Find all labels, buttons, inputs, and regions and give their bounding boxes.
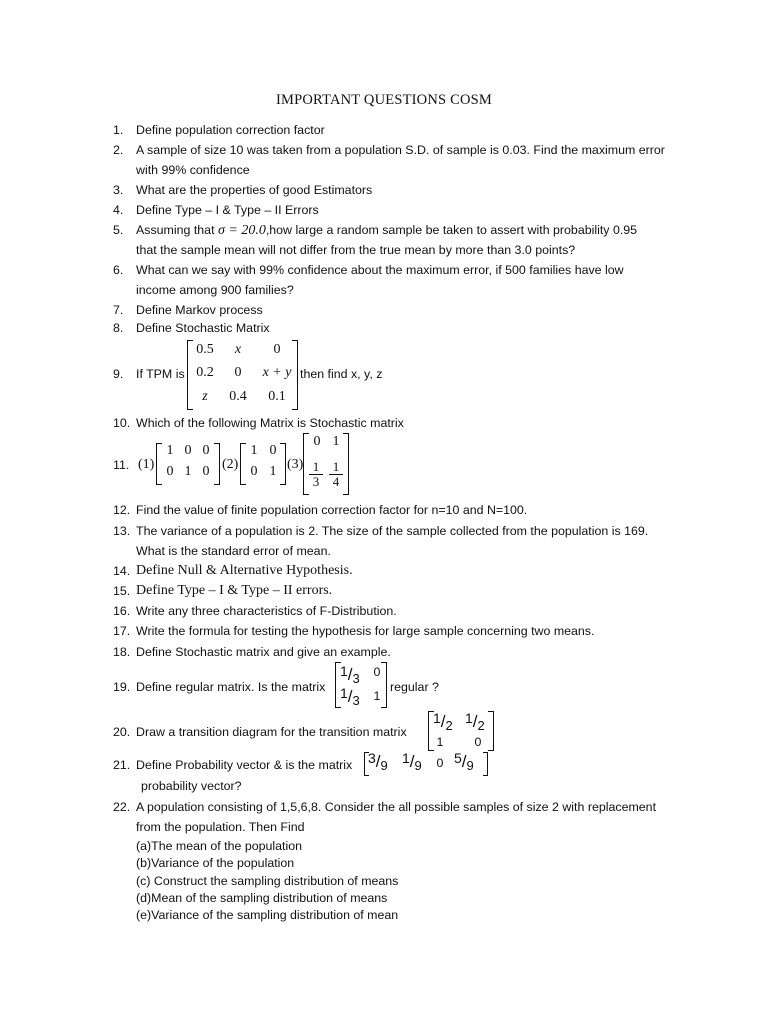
question-text-post: then find x, y, z [300,367,383,381]
question-text [136,220,693,241]
matrix-cell: 0 [202,464,210,479]
matrix-cell: 0 [273,342,281,357]
question-number: 3. [113,183,124,197]
fraction-denominator: 2 [477,718,485,733]
fraction-numerator: 1 [309,460,323,475]
matrix-cell: 1 [373,689,381,703]
option-label-3: (3) [287,457,304,472]
fraction-denominator: 9 [414,758,422,773]
question-text-pre: Assuming that [136,223,215,237]
matrix-cell: 1 [250,443,258,458]
sigma-formula: σ = 20.0 [217,223,266,238]
question-number: 15. [113,584,131,598]
question-number: 19. [113,680,131,694]
matrix-bracket-right [488,711,494,751]
regular-matrix [335,662,387,708]
matrix-fraction [309,460,323,489]
matrix-option-2 [240,443,286,485]
question-number: 20. [113,725,131,739]
fraction-numerator: 5 [454,750,462,766]
fraction-denominator: 3 [352,671,360,686]
sub-part-d: (d)Mean of the sampling distribution of means [136,891,388,905]
matrix-cell: 0 [234,365,242,380]
matrix-cell: 1 [184,464,192,479]
question-text: The variance of a population is 2. The size of the sample collected from the population is 169. [136,524,649,538]
question-text: What can we say with 99% confidence about the maximum error, if 500 families have low [136,263,624,277]
question-number: 8. [113,321,124,335]
fraction-numerator: 1 [433,710,441,726]
question-text: Define Stochastic matrix and give an example. [136,645,391,659]
slash-fraction [465,710,485,733]
matrix-cell: 1 [436,735,444,749]
question-number: 21. [113,758,131,772]
matrix-cell: 0 [313,434,321,449]
matrix-cell: 0.2 [196,365,214,380]
matrix-cell: 0 [184,443,192,458]
fraction-numerator: 3 [368,750,376,766]
matrix-cell: 0 [166,464,174,479]
matrix-cell: 0 [250,464,258,479]
sub-part-b: (b)Variance of the population [136,856,295,870]
matrix-cell: 0.5 [196,342,214,357]
fraction-slash: / [347,665,353,684]
question-text-post: regular ? [390,680,439,694]
matrix-cell: 0.1 [268,389,286,404]
slash-fraction [454,750,474,773]
fraction-denominator: 4 [332,474,340,489]
fraction-slash: / [472,712,478,731]
question-text: What is the standard error of mean. [136,544,331,558]
question-21-continued: probability vector? [141,779,242,793]
question-text: from the population. Then Find [136,820,305,834]
matrix-bracket-right [483,752,488,776]
question-number: 16. [113,604,131,618]
slash-fraction [368,750,388,773]
question-number: 4. [113,203,124,217]
question-text: Which of the following Matrix is Stochastic matrix [136,416,404,430]
fraction-numerator: 1 [465,710,473,726]
matrix-cell: 0.4 [229,389,247,404]
question-text: Define Type – I & Type – II Errors [136,203,319,217]
probability-vector [364,752,488,776]
question-text: Write any three characteristics of F-Distribution. [136,604,397,618]
fraction-numerator: 1 [402,750,410,766]
matrix-cell: 0 [269,443,277,458]
sub-part-e: (e)Variance of the sampling distribution of mean [136,908,399,922]
question-number: 13. [113,524,131,538]
slash-fraction [340,663,360,686]
question-number: 1. [113,123,124,137]
question-text: with 99% confidence [136,163,250,177]
question-text: that the sample mean will not differ from the true mean by more than 3.0 points? [136,243,576,257]
question-text: A sample of size 10 was taken from a population S.D. of sample is 0.03. Find the maximum error [136,143,665,157]
question-text-pre: Define Probability vector & is the matrix [136,758,353,772]
fraction-numerator: 1 [329,460,343,475]
sub-part-c: (c) Construct the sampling distribution of means [136,874,399,888]
fraction-denominator: 3 [312,474,320,489]
question-number: 17. [113,624,131,638]
fraction-denominator: 3 [352,693,360,708]
fraction-slash: / [409,752,415,771]
fraction-numerator: 1 [340,663,348,679]
tpm-matrix [187,340,298,410]
matrix-cell: 0 [474,735,482,749]
question-text: income among 900 families? [136,283,294,297]
question-number: 7. [113,303,124,317]
matrix-cell: z [202,389,208,404]
question-number: 14. [113,564,131,578]
question-text-post: ,how large a random sample be taken to assert with probability 0.95 [265,223,638,237]
question-text: Write the formula for testing the hypothesis for large sample concerning two means. [136,624,595,638]
question-number: 6. [113,263,124,277]
question-number: 9. [113,367,124,381]
matrix-cell: 0 [202,443,210,458]
matrix-cell: 0 [373,665,381,679]
fraction-denominator: 2 [445,718,453,733]
matrix-option-1 [156,443,220,485]
question-number: 5. [113,223,124,237]
question-text: Define Stochastic Matrix [136,321,270,335]
question-text-pre: Draw a transition diagram for the transition matrix [136,725,407,739]
fraction-numerator: 1 [340,685,348,701]
matrix-bracket-right [214,443,220,485]
fraction-denominator: 9 [380,758,388,773]
question-text: Find the value of finite population correction factor for n=10 and N=100. [136,503,528,517]
fraction-slash: / [375,752,381,771]
slash-fraction [340,685,360,708]
question-number: 11. [113,458,130,472]
question-number: 18. [113,645,131,659]
question-text: Define Markov process [136,303,263,317]
matrix-cell: 1 [166,443,174,458]
option-label-1: (1) [138,457,155,472]
matrix-cell: 1 [332,434,340,449]
question-number: 10. [113,416,131,430]
slash-fraction [433,710,453,733]
question-text: A population consisting of 1,5,6,8. Consider the all possible samples of size 2 with replacement [136,800,657,814]
question-text: Define Null & Alternative Hypothesis. [136,563,353,578]
option-label-2: (2) [222,457,239,472]
fraction-slash: / [347,687,353,706]
fraction-slash: / [461,752,467,771]
question-text: Define population correction factor [136,123,325,137]
fraction-denominator: 9 [466,758,474,773]
sub-part-a: (a)The mean of the population [136,839,303,853]
question-number: 22. [113,800,131,814]
question-number: 12. [113,503,131,517]
matrix-fraction [329,460,343,489]
page-title: IMPORTANT QUESTIONS COSM [276,92,492,108]
matrix-option-3 [303,433,349,495]
matrix-cell: 0 [436,756,444,770]
question-text-pre: Define regular matrix. Is the matrix [136,680,326,694]
slash-fraction [402,750,422,773]
question-text: What are the properties of good Estimators [136,183,373,197]
fraction-slash: / [440,712,446,731]
question-text-pre: If TPM is [136,367,185,381]
question-number: 2. [113,143,124,157]
matrix-cell: x + y [262,365,292,380]
transition-matrix [428,711,494,751]
question-text: Define Type – I & Type – II errors. [136,583,333,598]
matrix-cell: 1 [269,464,277,479]
matrix-cell: x [234,342,242,357]
